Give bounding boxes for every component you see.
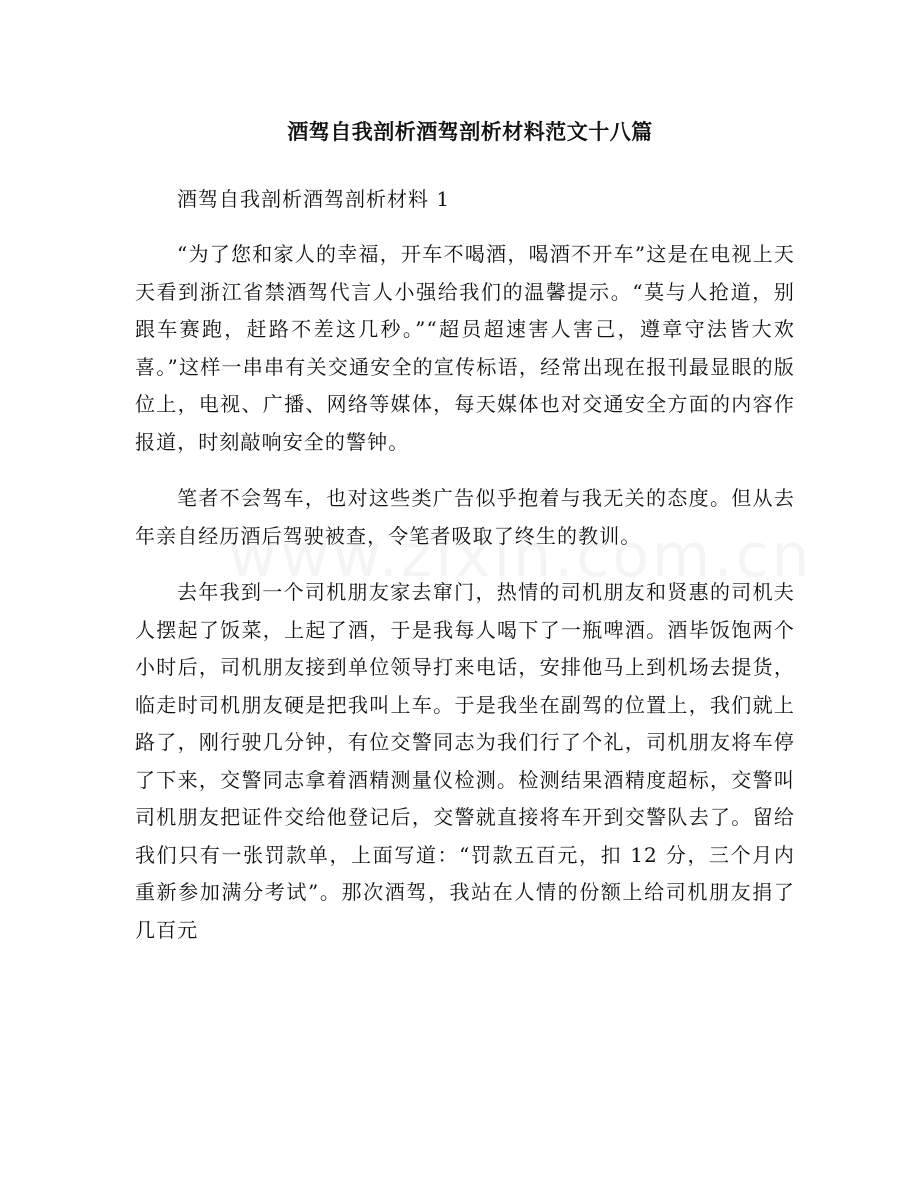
- document-title: 酒驾自我剖析酒驾剖析材料范文十八篇: [287, 120, 653, 144]
- section-heading: 酒驾自我剖析酒驾剖析材料 1: [177, 187, 451, 211]
- body-paragraph: 去年我到一个司机朋友家去窜门，热情的司机朋友和贤惠的司机夫人摆起了饭菜，上起了酒，于是我每人喝下了一瓶啤酒。酒毕饭饱两个小时后，司机朋友接到单位领导打来电话，安排他马上到机场去提货，临走时司机朋友硬是把我叫上车。于是我坐在副驾的位置上，我们就上路了，刚行驶几分钟，有位交警同志为我们行了个礼，司机朋友将车停了下来，交警同志拿着酒精测量仪检测。检测结果酒精度超标，交警叫司机朋友把证件交给他登记后，交警就直接将车开到交警队去了。留给我们只有一张罚款单，上面写道：“罚款五百元，扣 12 分，三个月内重新参加满分考试”。那次酒驾，我站在人情的份额上给司机朋友捐了几百元: [135, 580, 795, 942]
- body-paragraph: 笔者不会驾车，也对这些类广告似乎抱着与我无关的态度。但从去年亲自经历酒后驾驶被查，令笔者吸取了终生的教训。: [135, 486, 795, 548]
- body-paragraph: “为了您和家人的幸福，开车不喝酒，喝酒不开车”这是在电视上天天看到浙江省禁酒驾代言人小强给我们的温馨提示。“莫与人抢道，别跟车赛跑，赶路不差这几秒。”“超员超速害人害己，遵章守法皆大欢喜。”这样一串串有关交通安全的宣传标语，经常出现在报刊最显眼的版位上，电视、广播、网络等媒体，每天媒体也对交通安全方面的内容作报道，时刻敲响安全的警钟。: [135, 242, 795, 454]
